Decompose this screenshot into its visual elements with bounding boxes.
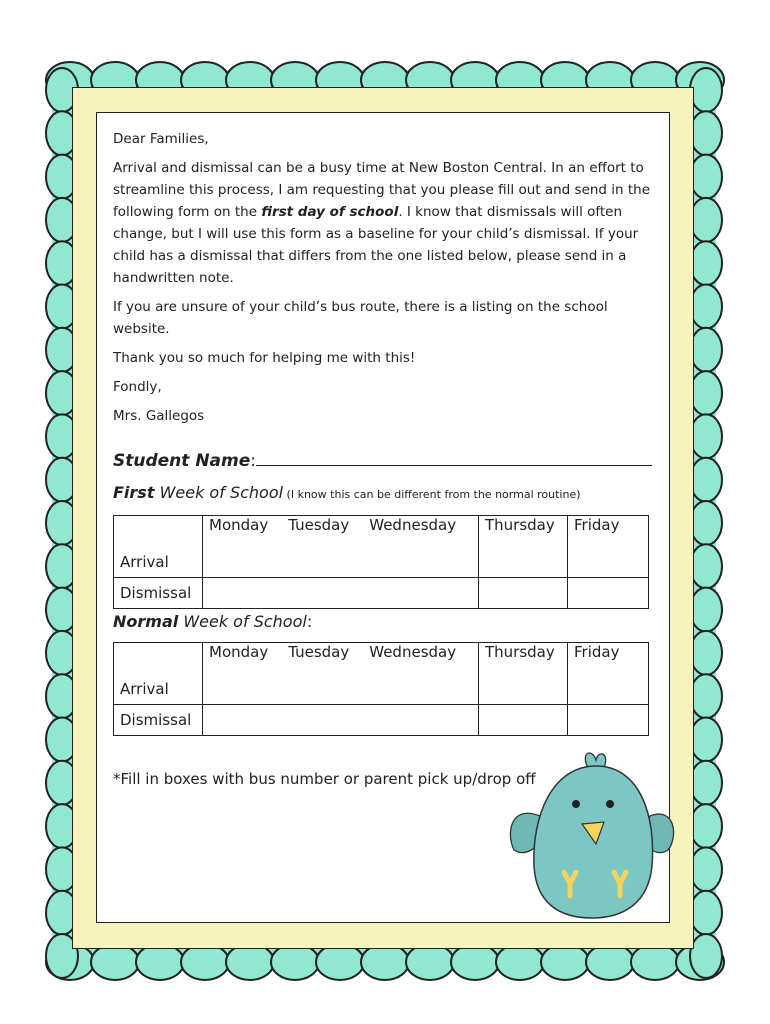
row-label-dismissal: Dismissal: [114, 705, 203, 736]
student-name-colon: :: [250, 451, 256, 471]
first-week-rest: Week of School: [154, 483, 284, 502]
scallop: [541, 944, 589, 980]
scallop: [690, 328, 722, 372]
scallop: [586, 944, 634, 980]
dismissal-friday-cell[interactable]: [568, 705, 649, 736]
normal-week-title: [113, 612, 312, 631]
day-friday[interactable]: Friday: [568, 516, 649, 578]
scallop: [690, 241, 722, 285]
dismissal-mon-wed-cell[interactable]: [203, 705, 479, 736]
paragraph-bus-route: If you are unsure of your child’s bus route, there is a listing on the school website.: [113, 299, 608, 337]
signature: Mrs. Gallegos: [113, 408, 205, 424]
student-name-label: Student Name: [113, 451, 251, 471]
scallop: [690, 68, 722, 112]
dismissal-thursday-cell[interactable]: [479, 705, 568, 736]
day-header-group[interactable]: [203, 643, 479, 705]
scallop: [690, 371, 722, 415]
scallop: [136, 944, 184, 980]
first-week-table: [113, 515, 649, 609]
first-week-note: (I know this can be different from the normal routine): [283, 488, 581, 501]
scallop: [181, 944, 229, 980]
day-header-group[interactable]: [203, 516, 479, 578]
first-day-emphasis: first day of school: [261, 204, 399, 220]
normal-week-rest: Week of School: [178, 612, 307, 631]
day-friday[interactable]: Friday: [568, 643, 649, 705]
scallop: [690, 891, 722, 935]
scallop: [690, 761, 722, 805]
day-monday: Monday: [209, 516, 269, 534]
dismissal-thursday-cell[interactable]: [479, 578, 568, 609]
paragraph-text: . I know that dismissals will often change, but I will use this form as a baseline for your child’s dismissal. If your child has a dismissal that differs from the one listed below, please send in a handwritten note.: [113, 204, 639, 286]
dismissal-friday-cell[interactable]: [568, 578, 649, 609]
student-name-row: [113, 451, 652, 471]
scallop: [316, 944, 364, 980]
scallop: [91, 944, 139, 980]
scallop: [451, 944, 499, 980]
scallop: [690, 804, 722, 848]
bird-illustration-icon: [500, 746, 680, 926]
paragraph-text: Arrival and dismissal can be a busy time at New Boston Central. In an effort to streamline this process, I am requesting that you please fill out and send in the following form on the: [113, 160, 651, 220]
scallop: [690, 718, 722, 762]
letter-body: [113, 128, 653, 434]
scallop: [690, 631, 722, 675]
scallop: [226, 944, 274, 980]
footer-instruction: *Fill in boxes with bus number or parent pick up/drop off: [113, 770, 536, 788]
paragraph-thanks: Thank you so much for helping me with this!: [113, 350, 416, 366]
scallop: [631, 944, 679, 980]
scallop: [690, 588, 722, 632]
row-label-dismissal: Dismissal: [114, 578, 203, 609]
day-tuesday: Tuesday: [288, 643, 350, 661]
scallop: [690, 544, 722, 588]
normal-week-bold: Normal: [113, 612, 179, 631]
scallop: [690, 934, 722, 978]
closing: Fondly,: [113, 379, 162, 395]
first-week-title: [113, 483, 581, 502]
normal-week-colon: :: [306, 612, 313, 631]
paragraph-arrival: [113, 157, 653, 289]
scallop: [690, 458, 722, 502]
student-name-field[interactable]: [256, 451, 652, 466]
scallop: [690, 111, 722, 155]
scallop: [690, 414, 722, 458]
scallop: [690, 155, 722, 199]
greeting: Dear Families,: [113, 131, 209, 147]
day-thursday[interactable]: Thursday: [479, 643, 568, 705]
dismissal-mon-wed-cell[interactable]: [203, 578, 479, 609]
day-thursday[interactable]: Thursday: [479, 516, 568, 578]
scallop: [361, 944, 409, 980]
day-wednesday: Wednesday: [369, 516, 457, 534]
scallop: [271, 944, 319, 980]
first-week-bold: First: [113, 483, 155, 502]
scallop: [690, 285, 722, 329]
scallop: [690, 501, 722, 545]
scallop: [690, 198, 722, 242]
scallop: [496, 944, 544, 980]
day-tuesday: Tuesday: [288, 516, 350, 534]
scallop: [690, 674, 722, 718]
scallop: [406, 944, 454, 980]
row-label-arrival: Arrival: [114, 643, 203, 705]
day-wednesday: Wednesday: [369, 643, 457, 661]
row-label-arrival: Arrival: [114, 516, 203, 578]
day-monday: Monday: [209, 643, 269, 661]
scallop: [690, 847, 722, 891]
normal-week-table: [113, 642, 649, 736]
